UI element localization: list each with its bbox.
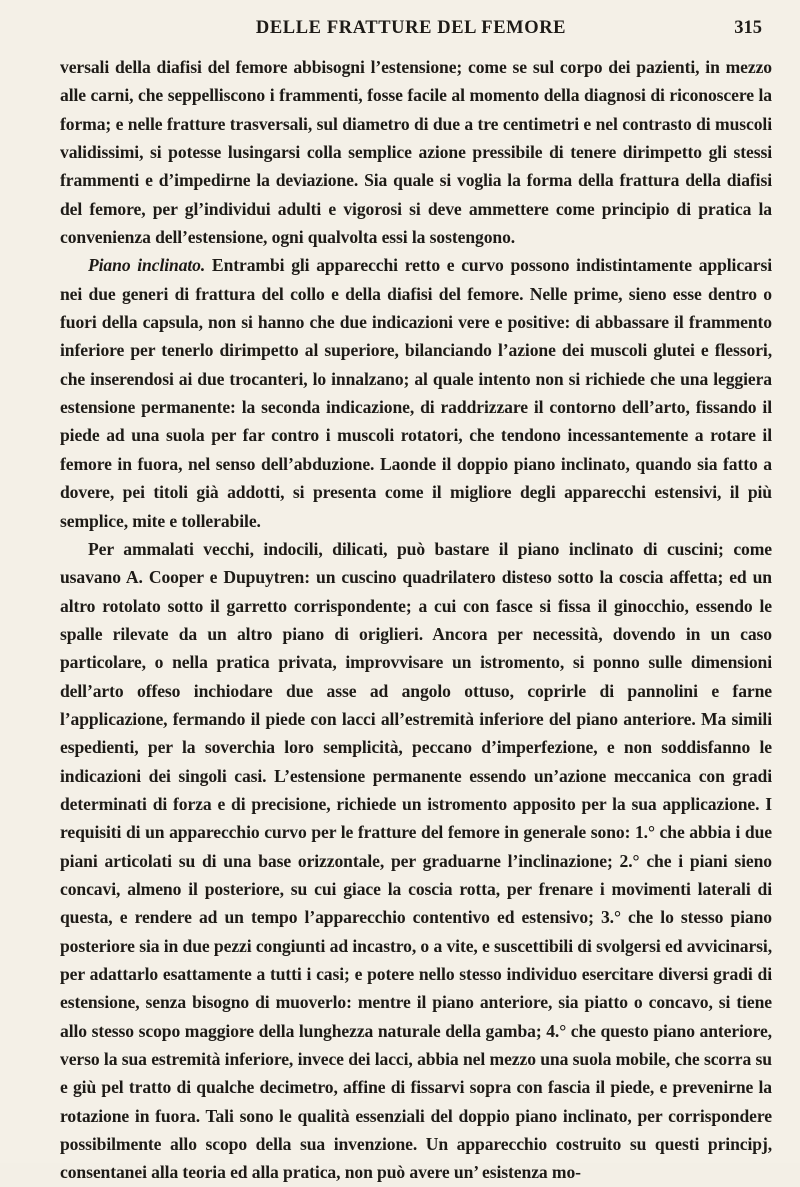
paragraph-text: Entrambi gli apparecchi retto e curvo possono indistintamente applicarsi nei due generi di frattura del collo e della diafisi del femore. Nelle prime, sieno esse dentro o fuori della capsula, non si hanno che due indicazioni vere e positive: di abbassare il frammento inferiore per tenerlo dirimpetto al superiore, bilanciando l’azione dei muscoli glutei e flessori, che inserendosi ai due trocanteri, lo innalzano; al quale intento non si richiede che una leggiera estensione permanente: la seconda indicazione, di raddrizzare il contorno dell’arto, fissando il piede ad una suola per far contro i muscoli rotatori, che tendono incessantemente a rotare il femore in fuora, nel senso dell’abduzione. Laonde il doppio piano inclinato, quando sia fatto a dovere, pei titoli già addotti, si presenta come il migliore degli apparecchi estensivi, il più semplice, mite e tollerabile. bbox=[60, 255, 772, 531]
running-title: DELLE FRATTURE DEL FEMORE bbox=[255, 18, 567, 38]
paragraph-text: Per ammalati vecchi, indocili, dilicati, può bastare il piano inclinato di cuscini; come usavano A. Cooper e Dupuytren: un cuscino quadrilatero disteso sotto la coscia affetta; ed un altro rotolato sotto il garretto corrispondente; a cui con fasce si fissa il ginocchio, essendo le spalle rilevate da un altro piano di origlieri. Ancora per necessità, dovendo in un caso particolare, o nella pratica privata, improvvisare un istromento, si ponno sulle dimensioni dell’arto offeso inchiodare due asse ad angolo ottuso, coprirle di pannolini e farne l’applicazione, fermando il piede con lacci all’estremità inferiore del piano anteriore. Ma simili espedienti, per la soverchia loro semplicità, peccano d’imperfezione, e non soddisfanno le indicazioni dei singoli casi. L’estensione permanente essendo un’azione meccanica con gradi determinati di forza e di precisione, richiede un istromento apposito per la sua applicazione. I requisiti di un apparecchio curvo per le fratture del femore in generale sono: 1.° che abbia i due piani articolati su di una base orizzontale, per graduarne l’inclinazione; 2.° che i piani sieno concavi, almeno il posteriore, su cui giace la coscia rotta, per frenare i movimenti laterali di questa, e rendere ad un tempo l’apparecchio contentivo ed estensivo; 3.° che lo stesso piano posteriore sia in due pezzi congiunti ad incastro, o a vite, e suscettibili di svolgersi ed avvicinarsi, per adattarlo esattamente a tutti i casi; e potere nello stesso individuo esercitare diversi gradi di estensione, senza bisogno di muoverlo: mentre il piano anteriore, sia piatto o concavo, si tiene allo stesso scopo maggiore della lunghezza naturale della gamba; 4.° che questo piano anteriore, verso la sua estremità inferiore, invece dei lacci, abbia nel mezzo una suola mobile, che scorra su e giù pel tratto di qualche decimetro, affine di fissarvi sopra con fascia il piede, e prevenirne la rotazione in fuora. Tali sono le qualità essenziali del doppio piano inclinato, per corrispondere possibilmente allo scopo della sua invenzione. Un apparecchio costruito su questi principj, consentanei alla teoria ed alla pratica, non può avere un’ esistenza mo- bbox=[60, 538, 772, 1183]
paragraph-text: versali della diafisi del femore abbisogni l’estensione; come se sul corpo dei pazienti, in mezzo alle carni, che seppelliscono i frammenti, fosse facile al momento della diagnosi di riconoscere la forma; e nelle fratture trasversali, sul diametro di due a tre centimetri e nel contrasto di muscoli validissimi, si potesse lusingarsi colla semplice azione pressibile di tenere dirimpetto gli stessi frammenti e d’impedirne la deviazione. Sia quale si voglia la forma della frattura della diafisi del femore, per gl’individui adulti e vigorosi si deve ammettere come principio di pratica la convenienza dell’estensione, ogni qualvolta essi la sostengono. bbox=[60, 57, 772, 248]
paragraph-piano-inclinato bbox=[60, 251, 772, 534]
body-text bbox=[60, 53, 772, 1187]
paragraph-continuation bbox=[60, 53, 772, 251]
section-subheading: Piano inclinato. bbox=[88, 255, 206, 276]
page-number: 315 bbox=[734, 18, 762, 38]
paragraph-ammalati bbox=[60, 535, 772, 1187]
running-head bbox=[60, 16, 762, 42]
